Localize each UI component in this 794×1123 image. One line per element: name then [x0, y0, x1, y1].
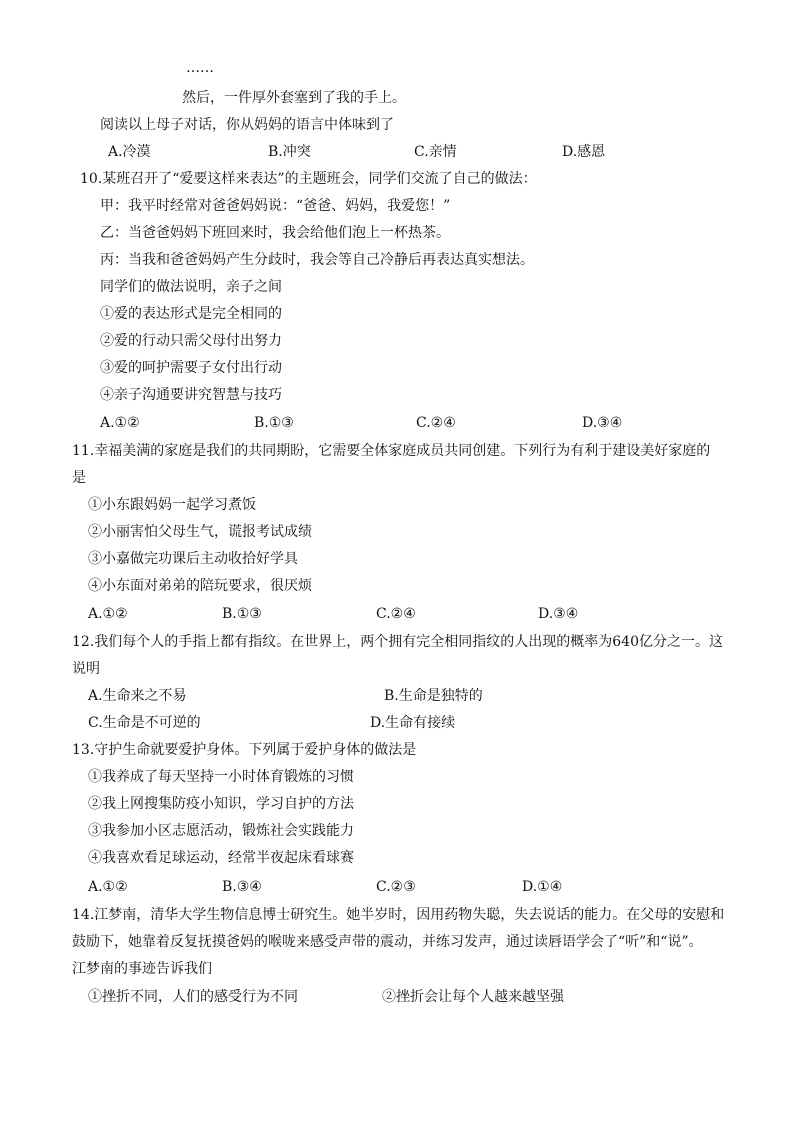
q11-item-2: ②小丽害怕父母生气，谎报考试成绩: [88, 524, 312, 540]
q10-item-4: ④亲子沟通要讲究智慧与技巧: [100, 387, 282, 403]
q10-item-1: ①爱的表达形式是完全相同的: [100, 306, 282, 322]
q13-item-1: ①我养成了每天坚持一小时体育锻炼的习惯: [88, 769, 354, 785]
q9-option-b: B.冲突: [268, 144, 311, 160]
q10-line-bing: 丙：当我和爸爸妈妈产生分歧时，我会等自己冷静后再表达真实想法。: [100, 252, 534, 268]
q13-option-d: D.①④: [522, 879, 563, 895]
q12-option-b: B.生命是独特的: [384, 688, 483, 704]
q13-option-a: A.①②: [88, 879, 128, 895]
q10-option-d: D.③④: [582, 415, 623, 431]
q14-stem-line-3: 江梦南的事迹告诉我们: [72, 961, 212, 977]
q11-option-c: C.②④: [376, 606, 416, 622]
q10-option-b: B.①③: [254, 415, 294, 431]
q10-lead: 同学们的做法说明，亲子之间: [100, 279, 282, 295]
q10-option-a: A.①②: [100, 415, 140, 431]
q13-item-2: ②我上网搜集防疫小知识，学习自护的方法: [88, 796, 354, 812]
q13-item-3: ③我参加小区志愿活动，锻炼社会实践能力: [88, 823, 354, 839]
q11-item-4: ④小东面对弟弟的陪玩要求，很厌烦: [88, 578, 312, 594]
q9-option-d: D.感恩: [562, 144, 606, 160]
q9-option-a: A.冷漠: [108, 144, 151, 160]
q13-option-b: B.③④: [222, 879, 262, 895]
q12-option-a: A.生命来之不易: [88, 688, 187, 704]
q11-option-d: D.③④: [538, 606, 579, 622]
q13-item-4: ④我喜欢看足球运动，经常半夜起床看球赛: [88, 850, 354, 866]
q14-item-2: ②挫折会让每个人越来越坚强: [382, 989, 564, 1005]
q10-line-jia: 甲：我平时经常对爸爸妈妈说：“爸爸、妈妈，我爱您！”: [100, 198, 451, 214]
ellipsis: ……: [186, 60, 214, 76]
dialog-end-line: 然后，一件厚外套塞到了我的手上。: [182, 90, 406, 106]
q12-stem-line-1: 12.我们每个人的手指上都有指纹。在世界上，两个拥有完全相同指纹的人出现的概率为640亿分之一。这: [72, 634, 723, 650]
q11-stem-line-2: 是: [72, 470, 86, 486]
q14-item-1: ①挫折不同，人们的感受行为不同: [88, 989, 298, 1005]
q10-item-3: ③爱的呵护需要子女付出行动: [100, 360, 282, 376]
q14-stem-line-1: 14.江梦南，清华大学生物信息博士研究生。她半岁时，因用药物失聪，失去说话的能力。在父母的安慰和: [72, 907, 725, 923]
q10-stem: 10.某班召开了“爱要这样来表达”的主题班会，同学们交流了自己的做法：: [80, 171, 537, 187]
q10-item-2: ②爱的行动只需父母付出努力: [100, 333, 282, 349]
q12-option-d: D.生命有接续: [370, 715, 456, 731]
q14-stem-line-2: 鼓励下，她靠着反复抚摸爸妈的喉咙来感受声带的震动，并练习发声，通过读唇语学会了“听”和“说”。: [72, 934, 703, 950]
q10-line-yi: 乙：当爸爸妈妈下班回来时，我会给他们泡上一杯热茶。: [100, 225, 450, 241]
q13-stem: 13.守护生命就要爱护身体。下列属于爱护身体的做法是: [72, 742, 417, 758]
q12-stem-line-2: 说明: [72, 661, 100, 677]
q11-item-3: ③小嘉做完功课后主动收拾好学具: [88, 551, 298, 567]
q11-item-1: ①小东跟妈妈一起学习煮饭: [88, 497, 256, 513]
q10-option-c: C.②④: [416, 415, 456, 431]
q9-option-c: C.亲情: [414, 144, 457, 160]
q9-question: 阅读以上母子对话，你从妈妈的语言中体味到了: [100, 117, 394, 133]
q13-option-c: C.②③: [376, 879, 416, 895]
q11-option-a: A.①②: [88, 606, 128, 622]
q11-option-b: B.①③: [222, 606, 262, 622]
q11-stem-line-1: 11.幸福美满的家庭是我们的共同期盼，它需要全体家庭成员共同创建。下列行为有利于建设美好家庭的: [72, 443, 711, 459]
q12-option-c: C.生命是不可逆的: [88, 715, 201, 731]
